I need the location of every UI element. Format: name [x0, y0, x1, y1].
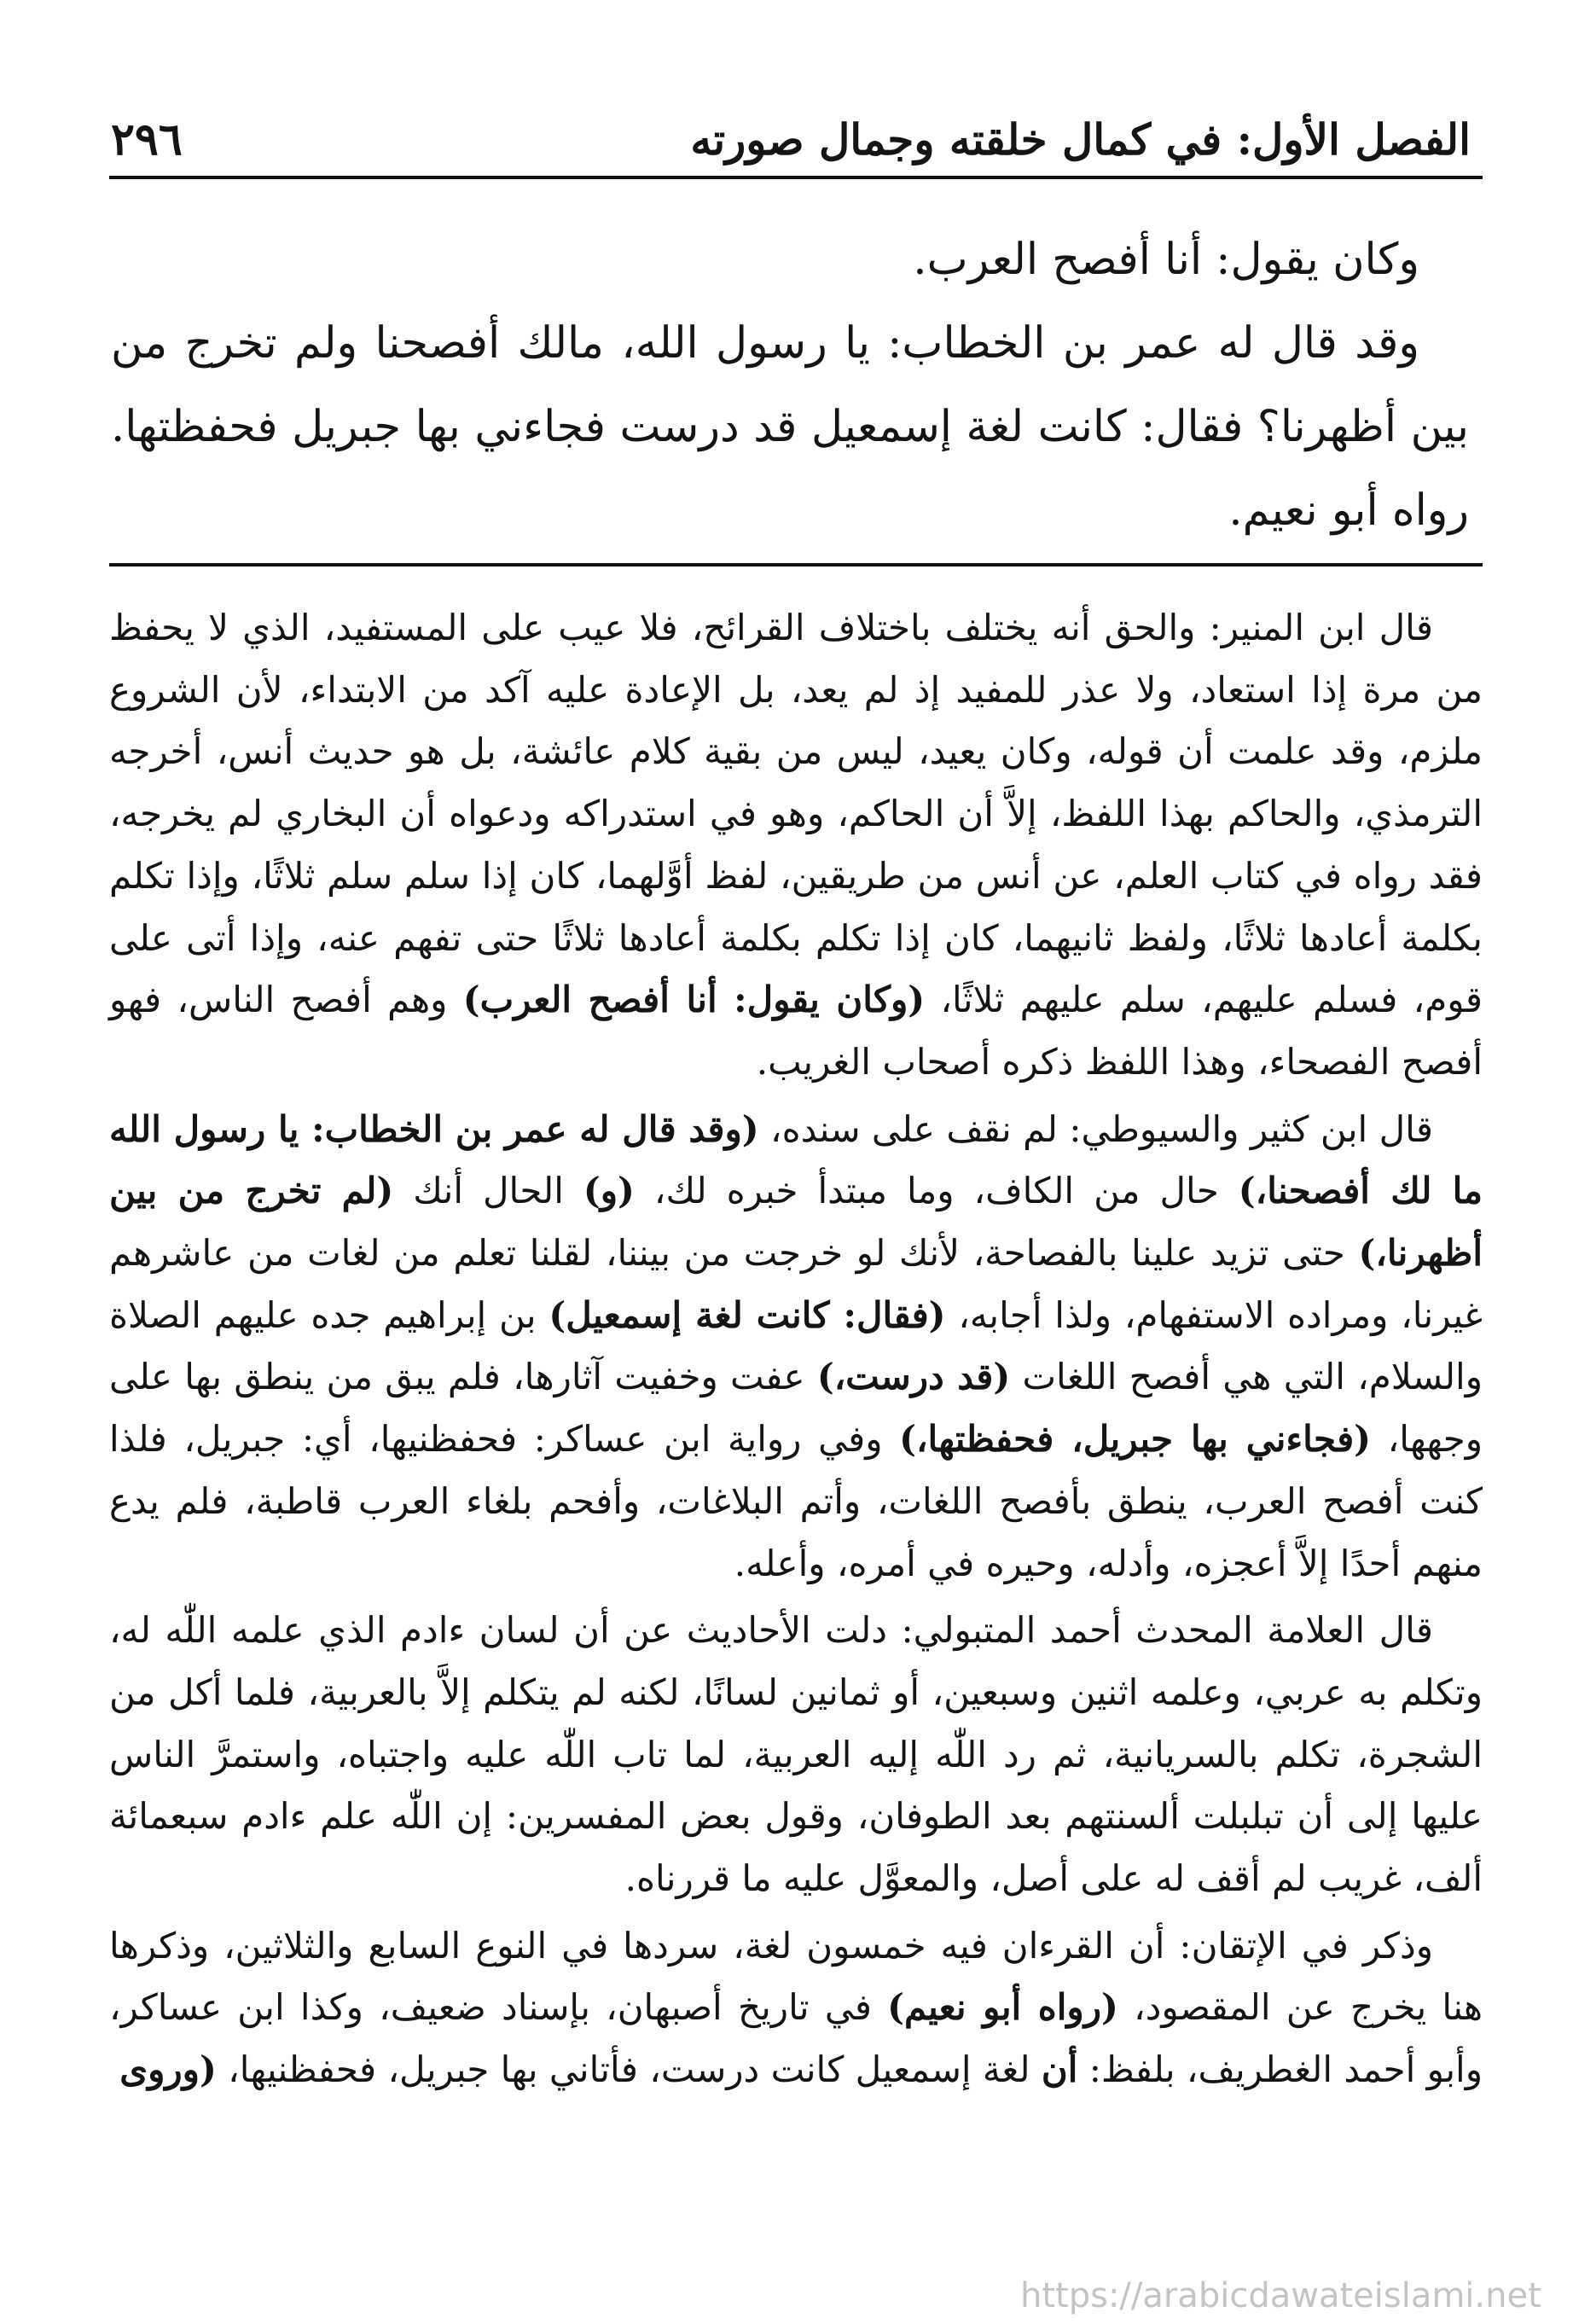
commentary-text: حال من الكاف، وما مبتدأ خبره لك،: [634, 1170, 1239, 1212]
commentary-paragraph-3: [109, 1600, 1483, 1910]
commentary-text: في تاريخ أصبهان، بإسناد ضعيف، وكذا ابن عساكر، وأبو أحمد الغطريف، بلفظ:: [109, 1986, 1483, 2091]
commentary-text: بن إبراهيم جده عليهم الصلاة والسلام، التي هي أفصح اللغات: [109, 1293, 1483, 1398]
commentary-text: قال العلامة المحدث أحمد المتبولي: دلت الأحاديث عن أن لسان ءادم الذي علمه اللّٰه له، وتكلم به عربي، وعلمه اثنين وسبعين، أو ثمانين لسانًا، لكنه لم يتكلم إلاَّ بالعربية، فلما أكل من الشجرة، تكلم بالسريانية، ثم رد اللّٰه إليه العربية، لما تاب اللّٰه عليه واجتباه، واستمرَّ الناس عليها إلى أن تبلبلت ألسنتهم بعد الطوفان، وقول بعض المفسرين: إن اللّٰه علم ءادم سبعمائة ألف، غريب لم أقف له على أصل، والمعوَّل عليه ما قررناه.: [109, 1609, 1483, 1900]
commentary-section: [109, 597, 1483, 2101]
commentary-text: وفي رواية ابن عساكر: فحفظنيها، أي: جبريل، فلذا كنت أفصح العرب، ينطق بأفصح اللغات، وأتم البلاغات، وأفحم بلغاء العرب قاطبة، فلم يدع منهم أحدًا إلاَّ أعجزه، وأدله، وحيره في أمره، وأعله.: [109, 1418, 1483, 1584]
commentary-text: الحال أنك: [393, 1170, 583, 1212]
header-rule: [109, 176, 1483, 179]
page-number: ٢٩٦: [111, 113, 183, 166]
quoted-hadith-text: (فجاءني بها جبريل، فحفظتها،): [899, 1418, 1372, 1461]
page-header: [111, 109, 1471, 171]
quoted-hadith-text: (و): [583, 1170, 635, 1212]
commentary-text: لغة إسمعيل كانت درست، فأتاني بها جبريل، فحفظنيها،: [216, 2048, 1042, 2091]
main-paragraph-2: وقد قال له عمر بن الخطاب: يا رسول الله، مالك أفصحنا ولم تخرج من بين أظهرنا؟ فقال: كانت لغة إسمعيل قد درست فجاءني بها جبريل فحفظتها. رواه أبو نعيم.: [111, 318, 1469, 536]
commentary-text: وهم أفصح الناس، فهو أفصح الفصحاء، وهذا اللفظ ذكره أصحاب الغريب.: [109, 979, 1483, 1083]
commentary-text: حتى تزيد علينا بالفصاحة، لأنك لو خرجت من بيننا، لقلنا تعلم من لغات من عاشرهم غيرنا، ومراده الاستفهام، ولذا أجابه،: [109, 1232, 1483, 1336]
chapter-title: الفصل الأول: في كمال خلقته وجمال صورته: [690, 114, 1471, 165]
quoted-hadith-text: (لم تخرج من بين أظهرنا،): [109, 1170, 1483, 1275]
quoted-hadith-text: (وروى: [119, 2048, 217, 2091]
commentary-text: وذكر في الإتقان: أن القرءان فيه خمسون لغة، سردها في النوع السابع والثلاثين، وذكرها هنا يخرج عن المقصود،: [109, 1924, 1483, 2029]
main-text: [111, 218, 1469, 553]
commentary-paragraph-4: [109, 1915, 1483, 2101]
main-paragraph-1: وكان يقول: أنا أفصح العرب.: [913, 235, 1419, 285]
quoted-hadith-text: (قد درست،): [816, 1356, 1011, 1398]
commentary-text: قال ابن كثير والسيوطي: لم نقف على سنده،: [758, 1107, 1433, 1150]
commentary-text: عفت وخفيت آثارها، فلم يبق من ينطق بها على وجهها،: [109, 1356, 1483, 1461]
commentary-paragraph-2: [109, 1099, 1483, 1595]
quoted-hadith-text: (رواه أبو نعيم): [887, 1986, 1118, 2029]
commentary-divider: [109, 563, 1483, 566]
quoted-hadith-text: أن: [1041, 2048, 1078, 2091]
quoted-hadith-text: (فقال: كانت لغة إسمعيل): [549, 1293, 946, 1336]
commentary-text: قال ابن المنير: والحق أنه يختلف باختلاف القرائح، فلا عيب على المستفيد، الذي لا يحفظ من مرة إذا استعاد، ولا عذر للمفيد إذ لم يعد، بل الإعادة عليه آكد من الابتداء، لأن الشروع ملزم، وقد علمت أن قوله، وكان يعيد، ليس من بقية كلام عائشة، بل هو حديث أنس، أخرجه الترمذي، والحاكم بهذا اللفظ، إلاَّ أن الحاكم، وهو في استدراكه ودعواه أن البخاري لم يخرجه، فقد رواه في كتاب العلم، عن أنس من طريقين، لفظ أوَّلهما، كان إذا سلم سلم ثلاثًا، وإذا تكلم بكلمة أعادها ثلاثًا، ولفظ ثانيهما، كان إذا تكلم بكلمة أعادها ثلاثًا حتى تفهم عنه، وإذا أتى على قوم، فسلم عليهم، سلم عليهم ثلاثًا،: [109, 607, 1483, 1021]
quoted-hadith-text: (وكان يقول: أنا أفصح العرب): [462, 979, 926, 1021]
watermark-url: https://arabicdawateislami.net: [1020, 2276, 1541, 2315]
commentary-paragraph-1: [109, 597, 1483, 1094]
quoted-hadith-text: (وقد قال له عمر بن الخطاب: يا رسول الله ما لك أفصحنا،): [109, 1107, 1483, 1212]
